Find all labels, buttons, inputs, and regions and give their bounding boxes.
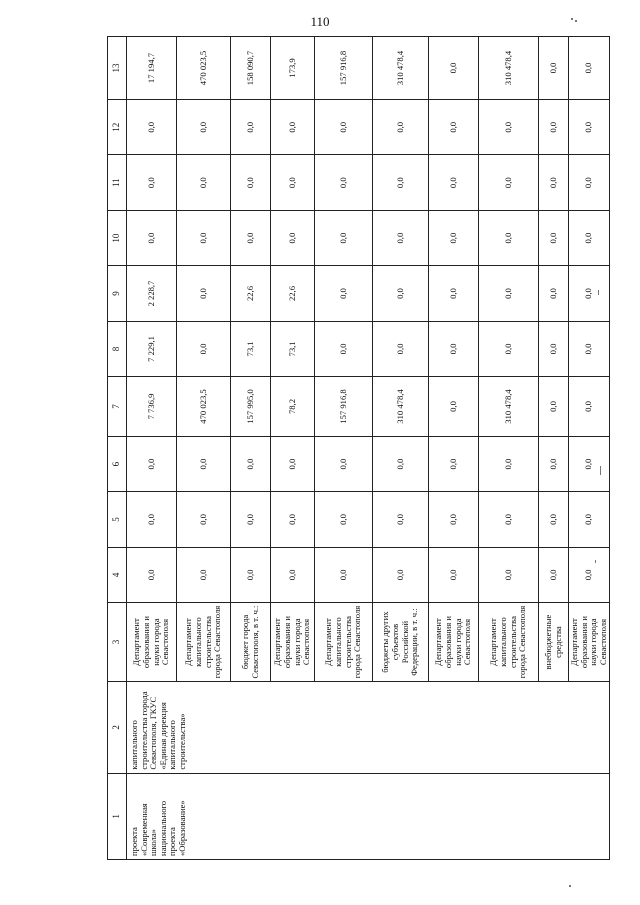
value-cell: 470 023,5 xyxy=(177,37,231,100)
value-cell: 0,0 xyxy=(127,210,177,265)
value-cell: 310 478,4 xyxy=(479,37,539,100)
value-cell: 0,0 xyxy=(315,100,373,155)
value-cell: 0,0 xyxy=(569,210,610,265)
value-cell: 0,0 xyxy=(231,210,271,265)
value-cell: 310 478,4 xyxy=(479,377,539,437)
scan-speck xyxy=(569,885,571,887)
value-cell: 0,0 xyxy=(373,492,429,547)
value-cell: 22,6 xyxy=(271,266,315,321)
value-cell: 0,0 xyxy=(569,377,610,437)
value-cell: 0,0 xyxy=(127,492,177,547)
value-cell: 0,0 xyxy=(539,266,569,321)
value-cell: 0,0 xyxy=(479,100,539,155)
value-cell: 0,0 xyxy=(373,547,429,602)
scan-speck xyxy=(595,560,596,563)
header-cell: 4 xyxy=(108,547,127,602)
value-cell: 0,0 xyxy=(479,436,539,491)
financing-table xyxy=(107,36,610,860)
value-cell: 0,0 xyxy=(539,436,569,491)
value-cell: 0,0 xyxy=(539,547,569,602)
value-cell: 0,0 xyxy=(539,321,569,376)
value-cell: 0,0 xyxy=(539,155,569,210)
value-cell: 0,0 xyxy=(429,155,479,210)
value-cell: 0,0 xyxy=(429,321,479,376)
value-cell: 0,0 xyxy=(231,547,271,602)
value-cell: 0,0 xyxy=(569,155,610,210)
header-cell: 8 xyxy=(108,321,127,376)
value-cell: 0,0 xyxy=(177,321,231,376)
value-cell: 0,0 xyxy=(315,321,373,376)
value-cell: 17 194,7 xyxy=(127,37,177,100)
value-cell: 0,0 xyxy=(271,210,315,265)
value-cell: 0,0 xyxy=(177,266,231,321)
value-cell: 0,0 xyxy=(569,492,610,547)
value-cell: 0,0 xyxy=(539,210,569,265)
value-cell: 310 478,4 xyxy=(373,37,429,100)
header-cell: 6 xyxy=(108,436,127,491)
value-cell: 78,2 xyxy=(271,377,315,437)
value-cell: 0,0 xyxy=(429,436,479,491)
value-cell: 0,0 xyxy=(539,100,569,155)
value-cell: 0,0 xyxy=(373,266,429,321)
value-cell: 0,0 xyxy=(271,100,315,155)
value-cell: 0,0 xyxy=(127,547,177,602)
header-cell: 9 xyxy=(108,266,127,321)
value-cell: 0,0 xyxy=(373,436,429,491)
value-cell: 0,0 xyxy=(479,210,539,265)
header-cell: 7 xyxy=(108,377,127,437)
scan-speck xyxy=(571,18,573,20)
header-cell: 1 xyxy=(108,773,127,859)
executor-cell: капитального строительства города Севастополя, ГКУС «Единая дирекция капитального строительства» xyxy=(127,681,610,773)
value-cell: 310 478,4 xyxy=(373,377,429,437)
value-cell: 0,0 xyxy=(271,547,315,602)
value-cell: 2 228,7 xyxy=(127,266,177,321)
scan-speck xyxy=(598,290,599,295)
value-cell: 0,0 xyxy=(569,37,610,100)
value-cell: 0,0 xyxy=(127,436,177,491)
funding-source-cell: внебюджетные средства xyxy=(539,603,569,682)
value-cell: 0,0 xyxy=(539,492,569,547)
scan-speck xyxy=(575,20,577,22)
project-name-cell: проекта «Современная школа» национального проекта «Образование» xyxy=(127,773,610,859)
header-cell: 11 xyxy=(108,155,127,210)
value-cell: 157 916,8 xyxy=(315,377,373,437)
funding-source-cell: Департамент образования и науки города Севастополя xyxy=(429,603,479,682)
value-cell: 0,0 xyxy=(429,377,479,437)
value-cell: 0,0 xyxy=(177,100,231,155)
header-cell: 13 xyxy=(108,37,127,100)
value-cell: 0,0 xyxy=(271,492,315,547)
value-cell: 0,0 xyxy=(569,436,610,491)
rotated-table-wrapper xyxy=(107,36,608,860)
value-cell: 0,0 xyxy=(429,492,479,547)
value-cell: 0,0 xyxy=(315,266,373,321)
value-cell: 0,0 xyxy=(479,266,539,321)
value-cell: 173,9 xyxy=(271,37,315,100)
value-cell: 0,0 xyxy=(315,547,373,602)
value-cell: 73,1 xyxy=(271,321,315,376)
value-cell: 0,0 xyxy=(429,547,479,602)
header-cell: 3 xyxy=(108,603,127,682)
value-cell: 157 916,8 xyxy=(315,37,373,100)
value-cell: 0,0 xyxy=(429,100,479,155)
rotated-table-area xyxy=(107,36,608,860)
value-cell: 0,0 xyxy=(177,155,231,210)
header-row xyxy=(108,37,127,860)
header-cell: 5 xyxy=(108,492,127,547)
header-cell: 10 xyxy=(108,210,127,265)
value-cell: 0,0 xyxy=(429,37,479,100)
value-cell: 158 090,7 xyxy=(231,37,271,100)
value-cell: 0,0 xyxy=(479,547,539,602)
funding-source-cell: Департамент капитального строительства города Севастополя xyxy=(177,603,231,682)
header-cell: 2 xyxy=(108,681,127,773)
funding-source-cell: Департамент образования и науки города Севастополя xyxy=(127,603,177,682)
value-cell: 0,0 xyxy=(127,100,177,155)
value-cell: 0,0 xyxy=(429,210,479,265)
value-cell: 0,0 xyxy=(177,436,231,491)
value-cell: 0,0 xyxy=(373,210,429,265)
value-cell: 0,0 xyxy=(479,321,539,376)
value-cell: 0,0 xyxy=(231,155,271,210)
funding-source-cell: Департамент капитального строительства города Севастополя xyxy=(315,603,373,682)
value-cell: 7 736,9 xyxy=(127,377,177,437)
value-cell: 0,0 xyxy=(539,377,569,437)
value-cell: 0,0 xyxy=(569,266,610,321)
funding-source-cell: бюджет города Севастополя, в т. ч.: xyxy=(231,603,271,682)
value-cell: 22,6 xyxy=(231,266,271,321)
value-cell: 0,0 xyxy=(569,547,610,602)
value-cell: 0,0 xyxy=(315,155,373,210)
value-cell: 0,0 xyxy=(539,37,569,100)
value-cell: 0,0 xyxy=(429,266,479,321)
value-cell: 73,1 xyxy=(231,321,271,376)
funding-source-cell: Департамент капитального строительства города Севастополя xyxy=(479,603,539,682)
value-cell: 0,0 xyxy=(569,100,610,155)
value-cell: 0,0 xyxy=(569,321,610,376)
value-cell: 0,0 xyxy=(479,155,539,210)
value-cell: 0,0 xyxy=(373,155,429,210)
value-cell: 0,0 xyxy=(271,436,315,491)
value-cell: 157 995,0 xyxy=(231,377,271,437)
value-cell: 0,0 xyxy=(315,436,373,491)
value-cell: 0,0 xyxy=(127,155,177,210)
value-cell: 0,0 xyxy=(315,210,373,265)
funding-source-cell: бюджеты других субъектов Российской Федерации, в т. ч.: xyxy=(373,603,429,682)
funding-source-cell: Департамент образования и науки города Севастополя xyxy=(569,603,610,682)
table-row xyxy=(127,37,177,860)
value-cell: 7 229,1 xyxy=(127,321,177,376)
page-number: 110 xyxy=(310,14,330,29)
value-cell: 0,0 xyxy=(177,210,231,265)
value-cell: 0,0 xyxy=(271,155,315,210)
value-cell: 0,0 xyxy=(231,100,271,155)
header-cell: 12 xyxy=(108,100,127,155)
value-cell: 470 023,5 xyxy=(177,377,231,437)
value-cell: 0,0 xyxy=(231,492,271,547)
value-cell: 0,0 xyxy=(315,492,373,547)
value-cell: 0,0 xyxy=(177,547,231,602)
scan-speck xyxy=(600,466,601,475)
value-cell: 0,0 xyxy=(479,492,539,547)
funding-source-cell: Департамент образования и науки города Севастополя xyxy=(271,603,315,682)
value-cell: 0,0 xyxy=(231,436,271,491)
value-cell: 0,0 xyxy=(373,321,429,376)
value-cell: 0,0 xyxy=(373,100,429,155)
value-cell: 0,0 xyxy=(177,492,231,547)
